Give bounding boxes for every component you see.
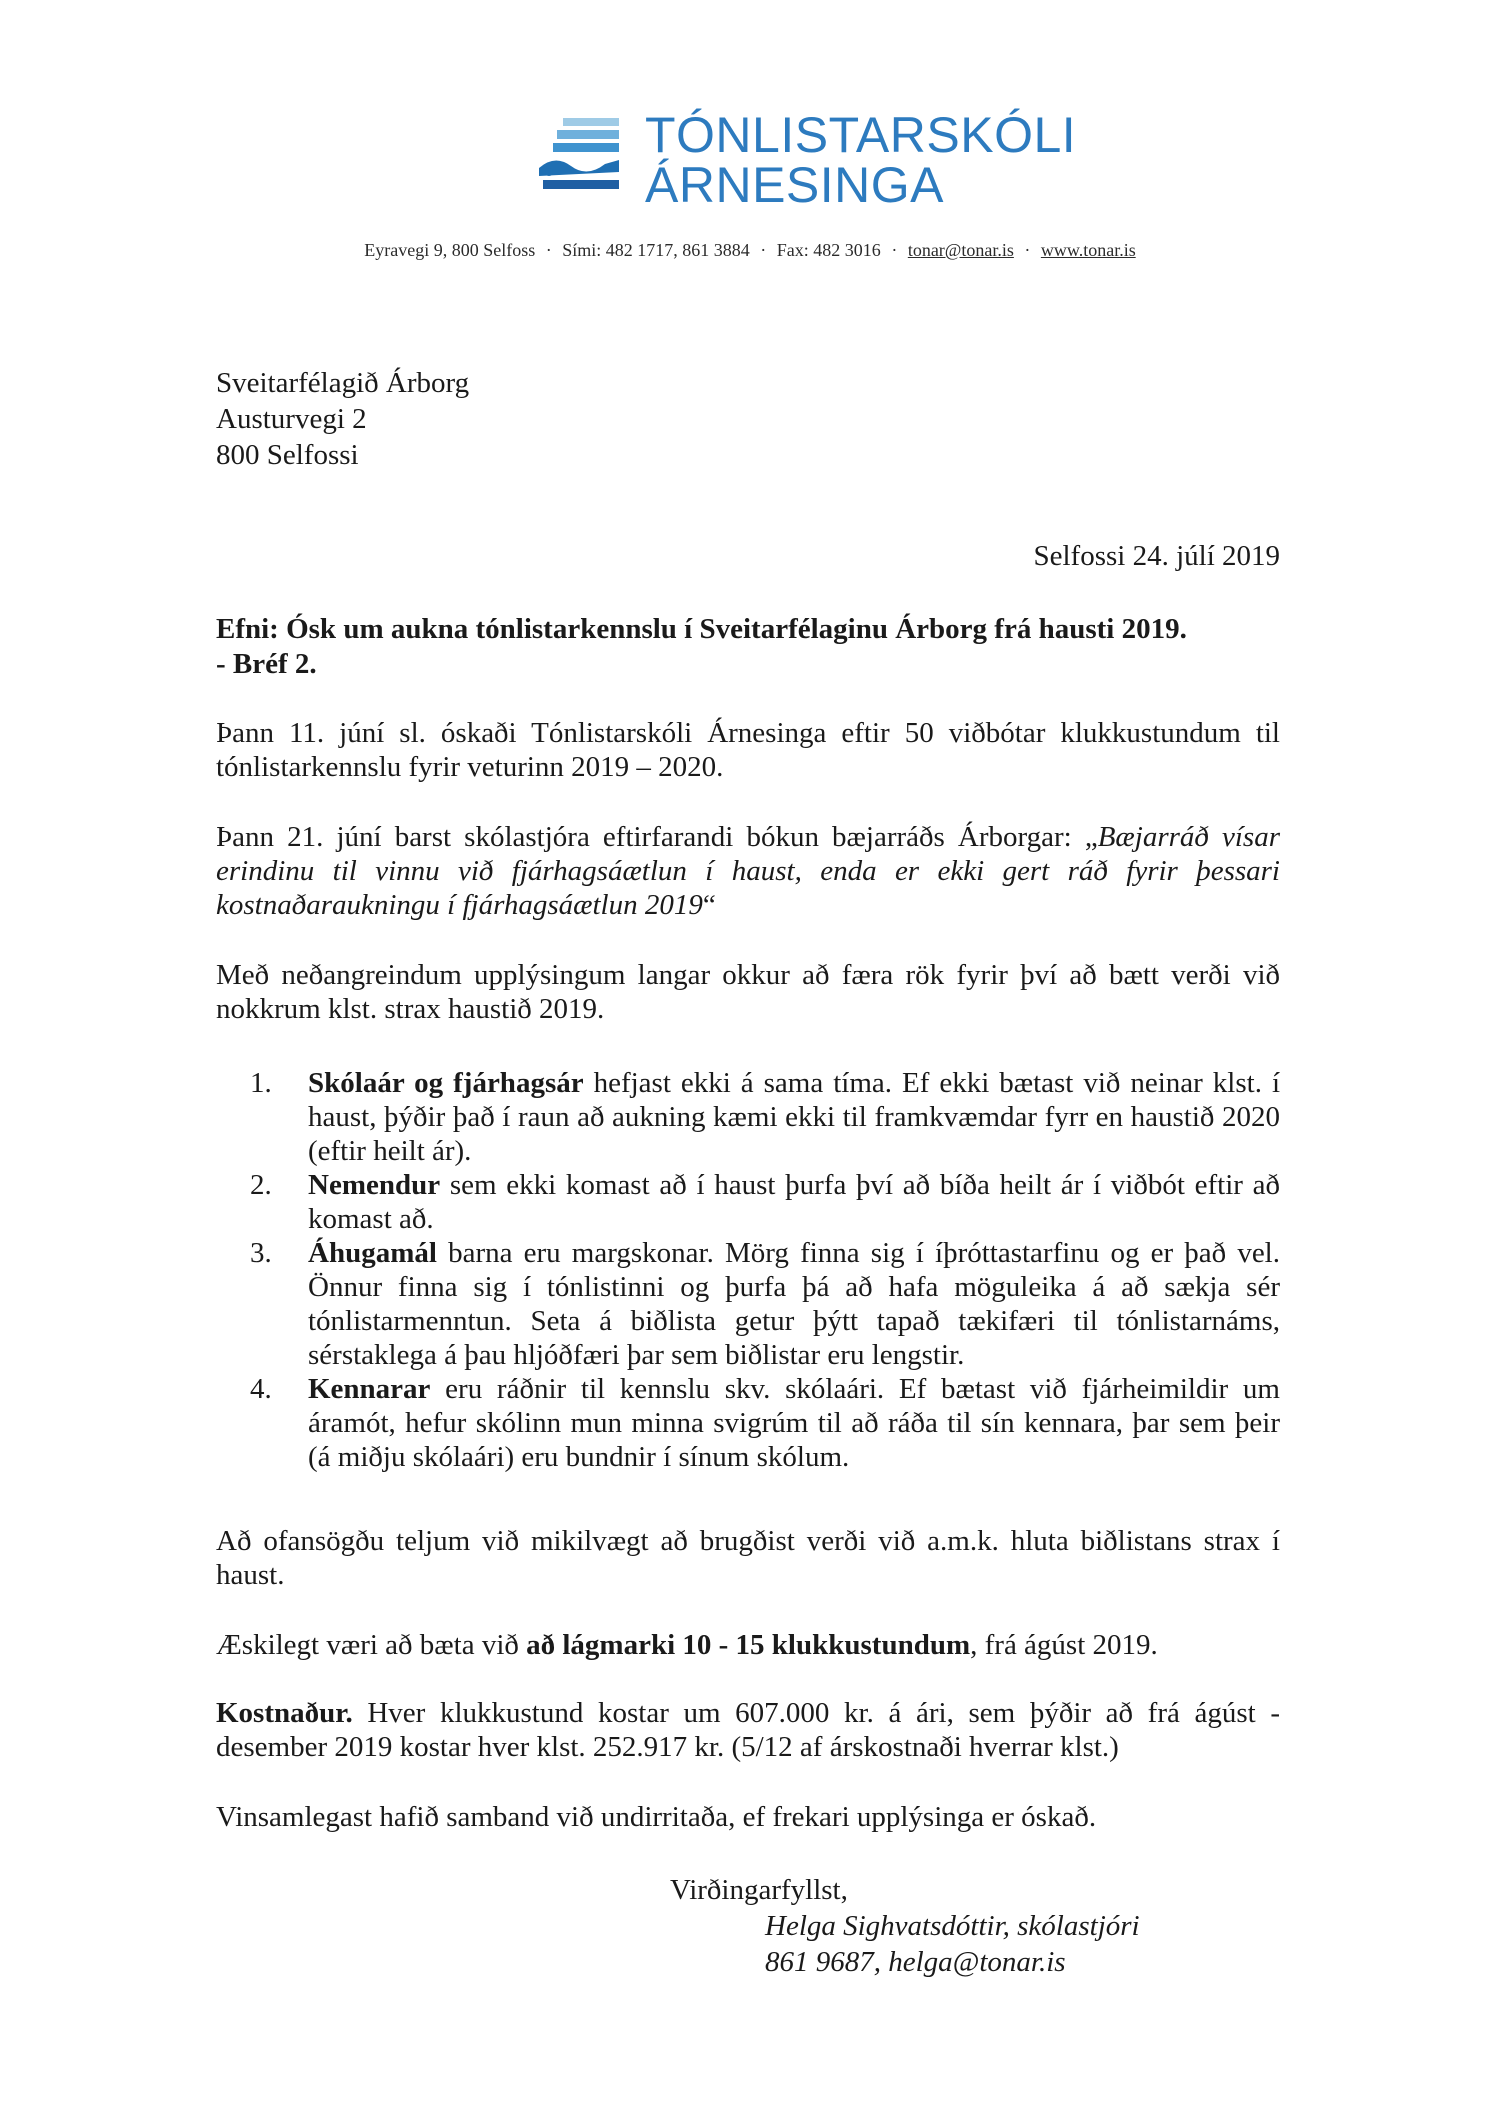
paragraph-1-text: Þann 11. júní sl. óskaði Tónlistarskóli Árnesinga eftir 50 viðbótar klukkustundum til tónlistarkennslu fyrir veturinn 2019 – 2020. [216, 717, 1280, 783]
school-website-link[interactable]: www.tonar.is [1040, 240, 1136, 260]
conclusion-paragraph [216, 1524, 1280, 1592]
paragraph-2-intro: Þann 21. júní barst skólastjóra eftirfarandi bókun bæjarráðs Árborgar: „ [216, 821, 1098, 853]
separator: · [760, 240, 767, 260]
conclusion-text: Að ofansögðu teljum við mikilvægt að brugðist verði við a.m.k. hluta biðlistans strax í haust. [216, 1525, 1280, 1591]
recipient-line3: 800 Selfossi [216, 439, 359, 471]
separator: · [1024, 240, 1031, 260]
council-quote: Bæjarráð vísar erindinu til vinnu við fjárhagsáætlun í haust, enda er ekki gert ráð fyrir þessari kostnaðaraukningu í fjárhagsáætlun 2019 [216, 821, 1280, 921]
list-item-heading: Áhugamál [308, 1237, 437, 1269]
list-item [250, 1168, 1280, 1236]
cost-paragraph [216, 1696, 1280, 1764]
paragraph-3-text: Með neðangreindum upplýsingum langar okkur að færa rök fyrir því að bætt verði við nokkrum klst. strax haustið 2019. [216, 959, 1280, 1025]
closing-block [670, 1872, 1140, 1980]
school-name-line2: ÁRNESINGA [645, 157, 945, 213]
cost-label: Kostnaður. [216, 1697, 353, 1729]
school-fax: Fax: 482 3016 [776, 240, 881, 260]
list-number: 3. [250, 1237, 272, 1269]
letter-subject [216, 612, 1280, 682]
list-number: 1. [250, 1067, 272, 1099]
cost-text: Hver klukkustund kostar um 607.000 kr. á ári, sem þýðir að frá ágúst - desember 2019 kostar hver klst. 252.917 kr. (5/12 af árskostnaði hverrar klst.) [216, 1697, 1280, 1763]
school-name-line1: TÓNLISTARSKÓLI [645, 107, 1077, 163]
separator: · [545, 240, 552, 260]
recipient-line2: Austurvegi 2 [216, 403, 367, 435]
subject-line2: - Bréf 2. [216, 648, 317, 680]
waves-logo-icon [535, 110, 625, 200]
paragraph-3 [216, 958, 1280, 1026]
request-paragraph [216, 1628, 1280, 1662]
list-item-text: hefjast ekki á sama tíma. Ef ekki bætast við neinar klst. í haust, þýðir það í raun að aukning kæmi ekki til framkvæmdar fyrr en haustið 2020 (eftir heilt ár). [308, 1067, 1280, 1167]
letterhead-contact [0, 240, 1500, 261]
reasons-list [250, 1066, 1280, 1474]
list-number: 4. [250, 1373, 272, 1405]
list-item-heading: Kennarar [308, 1373, 431, 1405]
request-pre: Æskilegt væri að bæta við [216, 1629, 527, 1661]
list-item [250, 1066, 1280, 1168]
request-hours: að lágmarki 10 - 15 klukkustundum [526, 1629, 971, 1661]
recipient-address [216, 365, 469, 473]
signer-name: Helga Sighvatsdóttir, skólastjóri [765, 1910, 1140, 1942]
list-item-text: barna eru margskonar. Mörg finna sig í íþróttastarfinu og er það vel. Önnur finna sig í tónlistinni og þurfa þá að hafa möguleika á að sækja sér tónlistarmenntun. Seta á biðlista getur þýtt tapað tækifæri til tónlistarnáms, sérstaklega á þau hljóðfæri þar sem biðlistar eru lengstir. [308, 1237, 1280, 1371]
list-item-text: eru ráðnir til kennslu skv. skólaári. Ef bætast við fjárheimildir um áramót, hefur skólinn mun minna svigrúm til að ráða til sín kennara, þar sem þeir (á miðju skólaári) eru bundnir í sínum skólum. [308, 1373, 1280, 1473]
signer-contact: 861 9687, helga@tonar.is [765, 1946, 1066, 1978]
school-email-link[interactable]: tonar@tonar.is [907, 240, 1014, 260]
quote-close-mark: “ [702, 889, 716, 921]
contact-request-text: Vinsamlegast hafið samband við undirritaða, ef frekari upplýsinga er óskað. [216, 1801, 1097, 1833]
list-item-heading: Nemendur [308, 1169, 441, 1201]
salutation: Virðingarfyllst, [670, 1874, 848, 1906]
request-post: , frá ágúst 2019. [970, 1629, 1158, 1661]
list-item-heading: Skólaár og fjárhagsár [308, 1067, 584, 1099]
paragraph-1 [216, 716, 1280, 784]
contact-request-paragraph [216, 1800, 1280, 1834]
school-address: Eyravegi 9, 800 Selfoss [364, 240, 536, 260]
list-item [250, 1236, 1280, 1372]
list-number: 2. [250, 1169, 272, 1201]
school-phone: Sími: 482 1717, 861 3884 [562, 240, 750, 260]
list-item [250, 1372, 1280, 1474]
paragraph-2 [216, 820, 1280, 922]
list-item-text: sem ekki komast að í haust þurfa því að bíða heilt ár í viðbót eftir að komast að. [308, 1169, 1280, 1235]
separator: · [891, 240, 898, 260]
school-logo [535, 90, 1077, 220]
subject-line1: Efni: Ósk um aukna tónlistarkennslu í Sveitarfélaginu Árborg frá hausti 2019. [216, 613, 1187, 645]
letter-date: Selfossi 24. júlí 2019 [1033, 540, 1280, 572]
recipient-line1: Sveitarfélagið Árborg [216, 367, 470, 399]
